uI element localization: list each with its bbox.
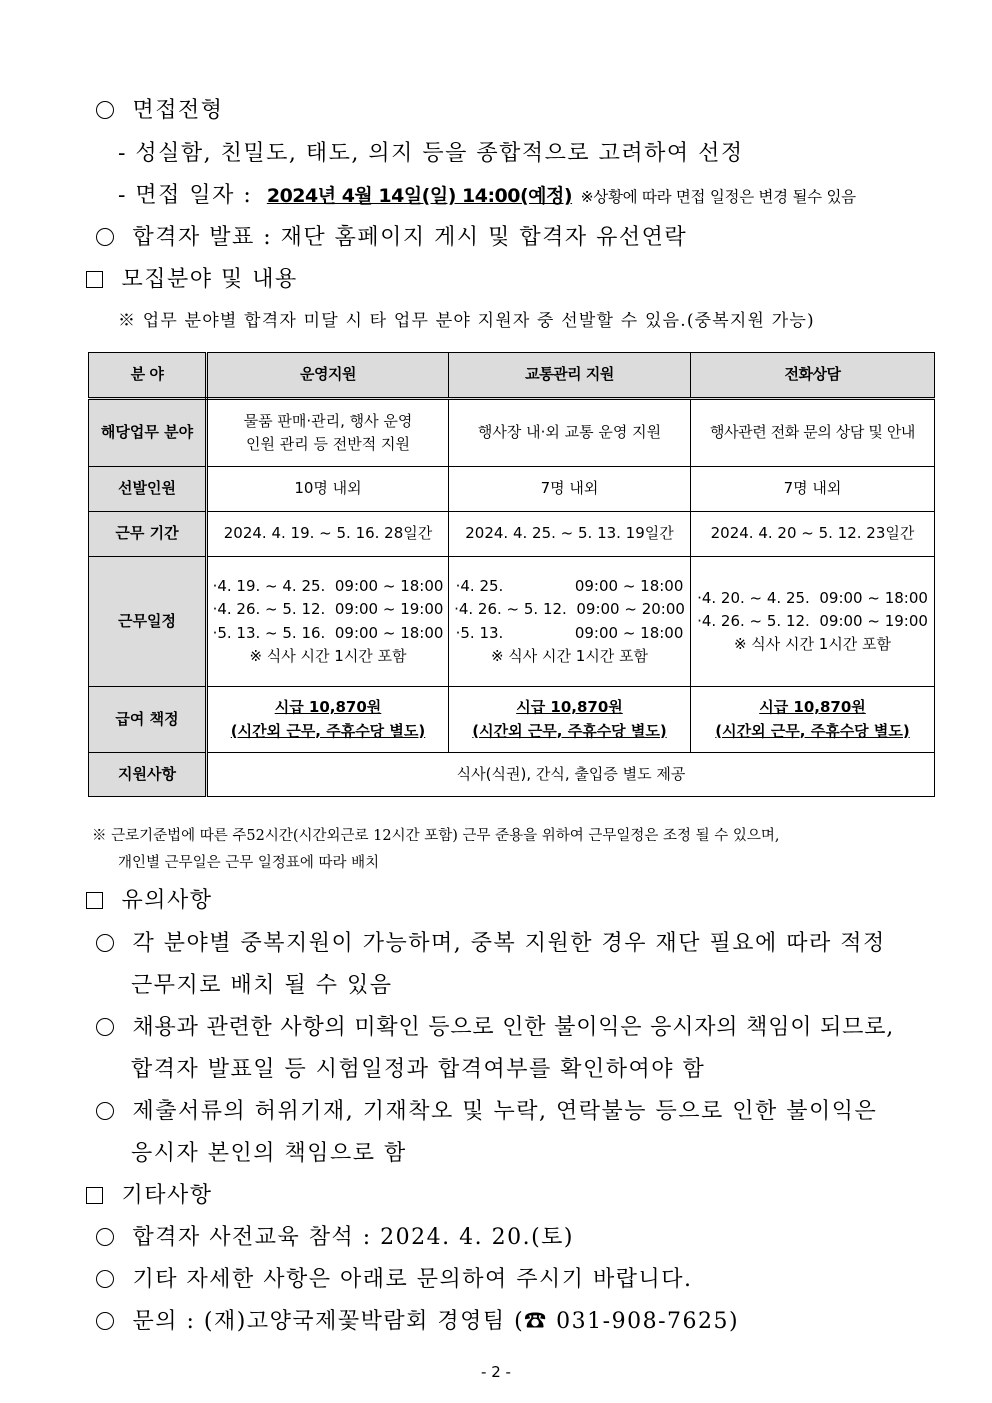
schedule-ops: [207, 557, 449, 687]
announcement-text: 합격자 발표 : 재단 홈페이지 게시 및 합격자 유선연락: [132, 225, 688, 250]
circle-bullet-icon: [96, 1228, 114, 1246]
schedule-traffic-line: ·4. 25. 09:00 ~ 18:00: [455, 577, 684, 595]
duty-ops-line1: 물품 판매·관리, 행사 운영: [243, 411, 413, 430]
recruit-note: ※ 업무 분야별 합격자 미달 시 타 업무 분야 지원자 중 선발할 수 있음.(중복지원 가능): [118, 311, 815, 331]
contact-text: 문의 : (재)고양국제꽃박람회 경영팀 (☎ 031-908-7625): [132, 1309, 740, 1334]
recruit-heading: 모집분야 및 내용: [121, 267, 298, 292]
square-bullet-icon: [86, 1187, 103, 1204]
duty-traffic: 행사장 내·외 교통 운영 지원: [449, 399, 691, 467]
row-label-period: 근무 기간: [89, 512, 207, 557]
pay-ops-line2: (시간외 근무, 주휴수당 별도): [230, 721, 426, 740]
schedule-ops-line: ·4. 19. ~ 4. 25. 09:00 ~ 18:00: [212, 577, 444, 595]
row-label-support: 지원사항: [89, 753, 207, 797]
interview-date-prefix: - 면접 일자 :: [118, 183, 253, 208]
interview-date-line: [118, 178, 856, 209]
headcount-traffic: 7명 내외: [449, 467, 691, 512]
circle-bullet-icon: [96, 1018, 114, 1036]
schedule-phone-line: ·4. 20. ~ 4. 25. 09:00 ~ 18:00: [697, 588, 928, 607]
etc-heading-line: [86, 1178, 213, 1209]
pay-traffic: [449, 687, 691, 753]
caution-item-1: [96, 926, 886, 957]
schedule-phone-note: ※ 식사 시간 1시간 포함: [733, 635, 892, 654]
schedule-phone-line: ·4. 26. ~ 5. 12. 09:00 ~ 19:00: [697, 611, 928, 630]
pay-phone-line1: 시급 10,870원: [759, 698, 866, 717]
etc-item-2: [96, 1262, 693, 1293]
schedule-traffic-note: ※ 식사 시간 1시간 포함: [490, 646, 649, 665]
page-number: - 2 -: [481, 1363, 511, 1381]
schedule-traffic: [449, 557, 691, 687]
caution-item-text: 제출서류의 허위기재, 기재착오 및 누락, 연락불능 등으로 인한 불이익은: [132, 1099, 878, 1124]
circle-bullet-icon: [96, 1312, 114, 1330]
pay-phone: [691, 687, 935, 753]
period-traffic: 2024. 4. 25. ~ 5. 13. 19일간: [449, 512, 691, 557]
circle-bullet-icon: [96, 1270, 114, 1288]
caution-item-1-cont: 근무지로 배치 될 수 있음: [131, 973, 393, 998]
circle-bullet-icon: [96, 101, 114, 119]
row-label-duty: 해당업무 분야: [89, 399, 207, 467]
caution-item-text: 채용과 관련한 사항의 미확인 등으로 인한 불이익은 응시자의 책임이 되므로,: [132, 1015, 895, 1040]
schedule-traffic-line: ·5. 13. 09:00 ~ 18:00: [455, 623, 684, 642]
etc-heading: 기타사항: [121, 1183, 213, 1208]
pay-ops-line1: 시급 10,870원: [274, 698, 382, 717]
labor-note-line1: ※ 근로기준법에 따른 주52시간(시간외근로 12시간 포함) 근무 준용을 위하여 근무일정은 조정 될 수 있으며,: [92, 828, 780, 844]
interview-date-note: ※상황에 따라 면접 일정은 변경 될수 있음: [580, 188, 856, 206]
pay-ops: [207, 687, 449, 753]
interview-date-value: 2024년 4월 14일(일) 14:00(예정): [266, 185, 573, 207]
caution-item-2: [96, 1010, 894, 1041]
period-ops: 2024. 4. 19. ~ 5. 16. 28일간: [207, 512, 449, 557]
row-label-schedule: 근무일정: [89, 557, 207, 687]
pay-traffic-line2: (시간외 근무, 주휴수당 별도): [472, 721, 667, 740]
caution-item-text: 각 분야별 중복지원이 가능하며, 중복 지원한 경우 재단 필요에 따라 적정: [132, 931, 886, 956]
labor-note-line2: 개인별 근무일은 근무 일정표에 따라 배치: [118, 855, 380, 871]
caution-item-3-cont: 응시자 본인의 책임으로 함: [131, 1141, 407, 1166]
schedule-ops-line: ·5. 13. ~ 5. 16. 09:00 ~ 18:00: [212, 623, 444, 642]
table-header-ops: 운영지원: [207, 353, 449, 399]
circle-bullet-icon: [96, 1102, 114, 1120]
headcount-phone: 7명 내외: [691, 467, 935, 512]
interview-heading-line: [96, 93, 224, 124]
period-phone: 2024. 4. 20 ~ 5. 12. 23일간: [691, 512, 935, 557]
table-header-field: 분 야: [89, 353, 207, 399]
recruit-heading-line: [86, 262, 298, 293]
etc-item-text: 합격자 사전교육 참석 : 2024. 4. 20.(토): [132, 1225, 575, 1250]
square-bullet-icon: [86, 271, 103, 288]
schedule-ops-note: ※ 식사 시간 1시간 포함: [249, 646, 407, 665]
row-label-pay: 급여 책정: [89, 687, 207, 753]
etc-item-1: [96, 1220, 574, 1251]
table-header-phone: 전화상담: [691, 353, 935, 399]
table-header-traffic: 교통관리 지원: [449, 353, 691, 399]
duty-ops-line2: 인원 관리 등 전반적 지원: [246, 435, 410, 453]
headcount-ops: 10명 내외: [207, 467, 449, 512]
pay-phone-line2: (시간외 근무, 주휴수당 별도): [715, 721, 910, 740]
caution-item-2-cont: 합격자 발표일 등 시험일정과 합격여부를 확인하여야 함: [131, 1057, 706, 1082]
support-value: 식사(식권), 간식, 출입증 별도 제공: [207, 753, 935, 797]
interview-criteria: - 성실함, 친밀도, 태도, 의지 등을 종합적으로 고려하여 선정: [118, 141, 744, 166]
pay-traffic-line1: 시급 10,870원: [516, 698, 623, 717]
duty-phone: 행사관련 전화 문의 상담 및 안내: [691, 399, 935, 467]
schedule-ops-line: ·4. 26. ~ 5. 12. 09:00 ~ 19:00: [212, 600, 444, 619]
etc-item-3: [96, 1304, 739, 1335]
square-bullet-icon: [86, 892, 103, 909]
caution-heading-line: [86, 883, 213, 914]
recruit-table: [88, 352, 935, 797]
circle-bullet-icon: [96, 934, 114, 952]
announcement-line: [96, 220, 687, 251]
caution-item-3: [96, 1094, 877, 1125]
row-label-headcount: 선발인원: [89, 467, 207, 512]
schedule-traffic-line: ·4. 26. ~ 5. 12. 09:00 ~ 20:00: [454, 600, 685, 619]
etc-item-text: 기타 자세한 사항은 아래로 문의하여 주시기 바랍니다.: [132, 1267, 693, 1292]
circle-bullet-icon: [96, 228, 114, 246]
duty-ops: [207, 399, 449, 467]
caution-heading: 유의사항: [121, 888, 213, 913]
interview-heading: 면접전형: [132, 98, 224, 123]
schedule-phone: [691, 557, 935, 687]
